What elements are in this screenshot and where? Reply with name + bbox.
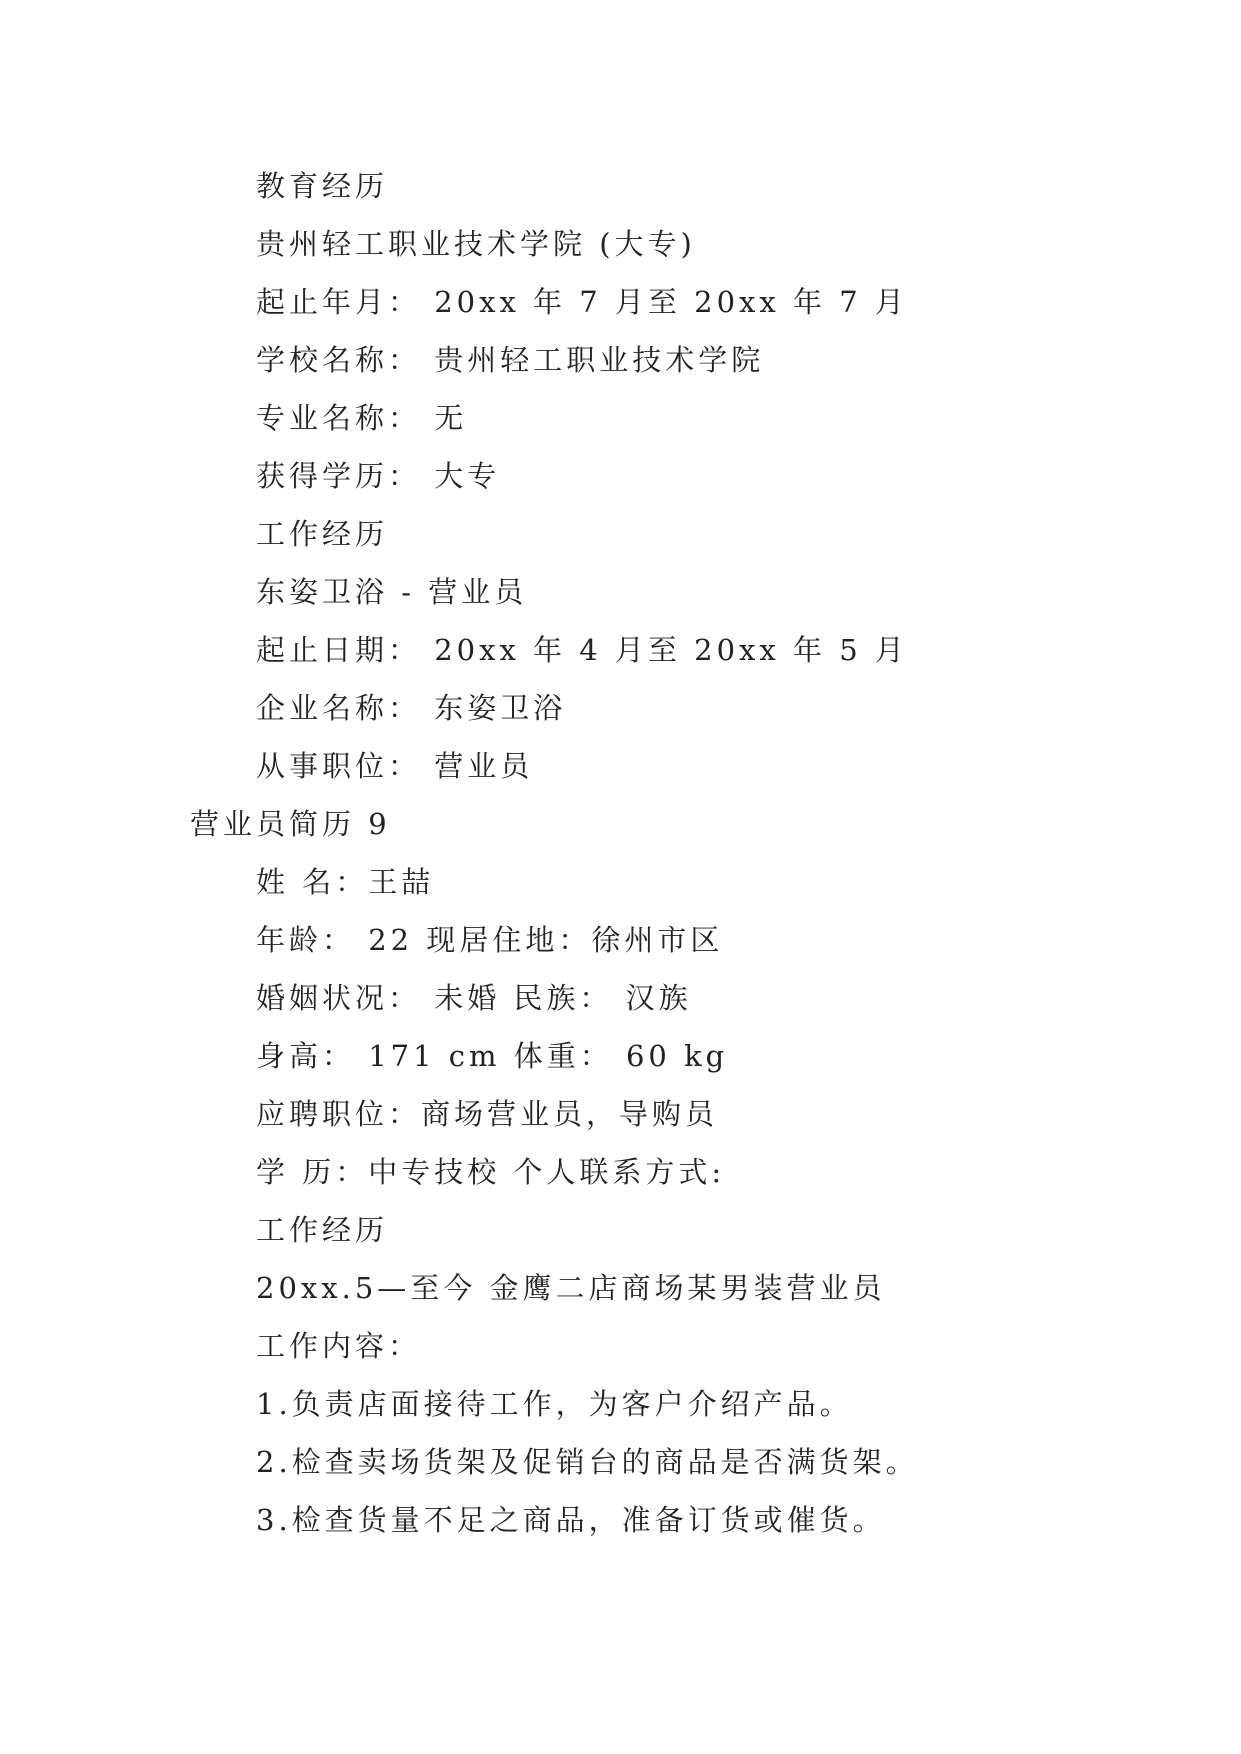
company-name-line: 企业名称： 东姿卫浴 [256, 691, 567, 725]
major-line: 专业名称： 无 [256, 401, 468, 435]
job-title-line: 东姿卫浴 - 营业员 [256, 575, 528, 609]
age-residence-line: 年龄： 22 现居住地：徐州市区 [256, 923, 724, 957]
duty-item-3: 3.检查货量不足之商品，准备订货或催货。 [256, 1503, 886, 1537]
height-weight-line: 身高： 171 cm 体重： 60 kg [256, 1039, 729, 1073]
work-period-line: 起止日期： 20xx 年 4 月至 20xx 年 5 月 [256, 633, 908, 667]
section-heading-work-2: 工作经历 [256, 1213, 389, 1247]
duty-item-2: 2.检查卖场货架及促销台的商品是否满货架。 [256, 1445, 919, 1479]
education-contact-line: 学 历：中专技校 个人联系方式: [256, 1155, 726, 1189]
duty-item-1: 1.负责店面接待工作，为客户介绍产品。 [256, 1387, 853, 1421]
section-heading-work: 工作经历 [256, 517, 389, 551]
school-name-line: 学校名称： 贵州轻工职业技术学院 [256, 343, 765, 377]
degree-line: 获得学历： 大专 [256, 459, 501, 493]
applied-position-line: 应聘职位：商场营业员，导购员 [256, 1097, 719, 1131]
school-title-line: 贵州轻工职业技术学院 (大专) [256, 227, 696, 261]
marital-ethnicity-line: 婚姻状况： 未婚 民族： 汉族 [256, 981, 692, 1015]
job-content-heading: 工作内容： [256, 1329, 422, 1363]
education-period-line: 起止年月： 20xx 年 7 月至 20xx 年 7 月 [256, 285, 908, 319]
position-line: 从事职位： 营业员 [256, 749, 534, 783]
current-job-line: 20xx.5—至今 金鹰二店商场某男装营业员 [256, 1271, 886, 1305]
name-line: 姓 名：王喆 [256, 865, 435, 899]
section-heading-education: 教育经历 [256, 169, 389, 203]
resume-heading: 营业员简历 9 [190, 807, 391, 841]
